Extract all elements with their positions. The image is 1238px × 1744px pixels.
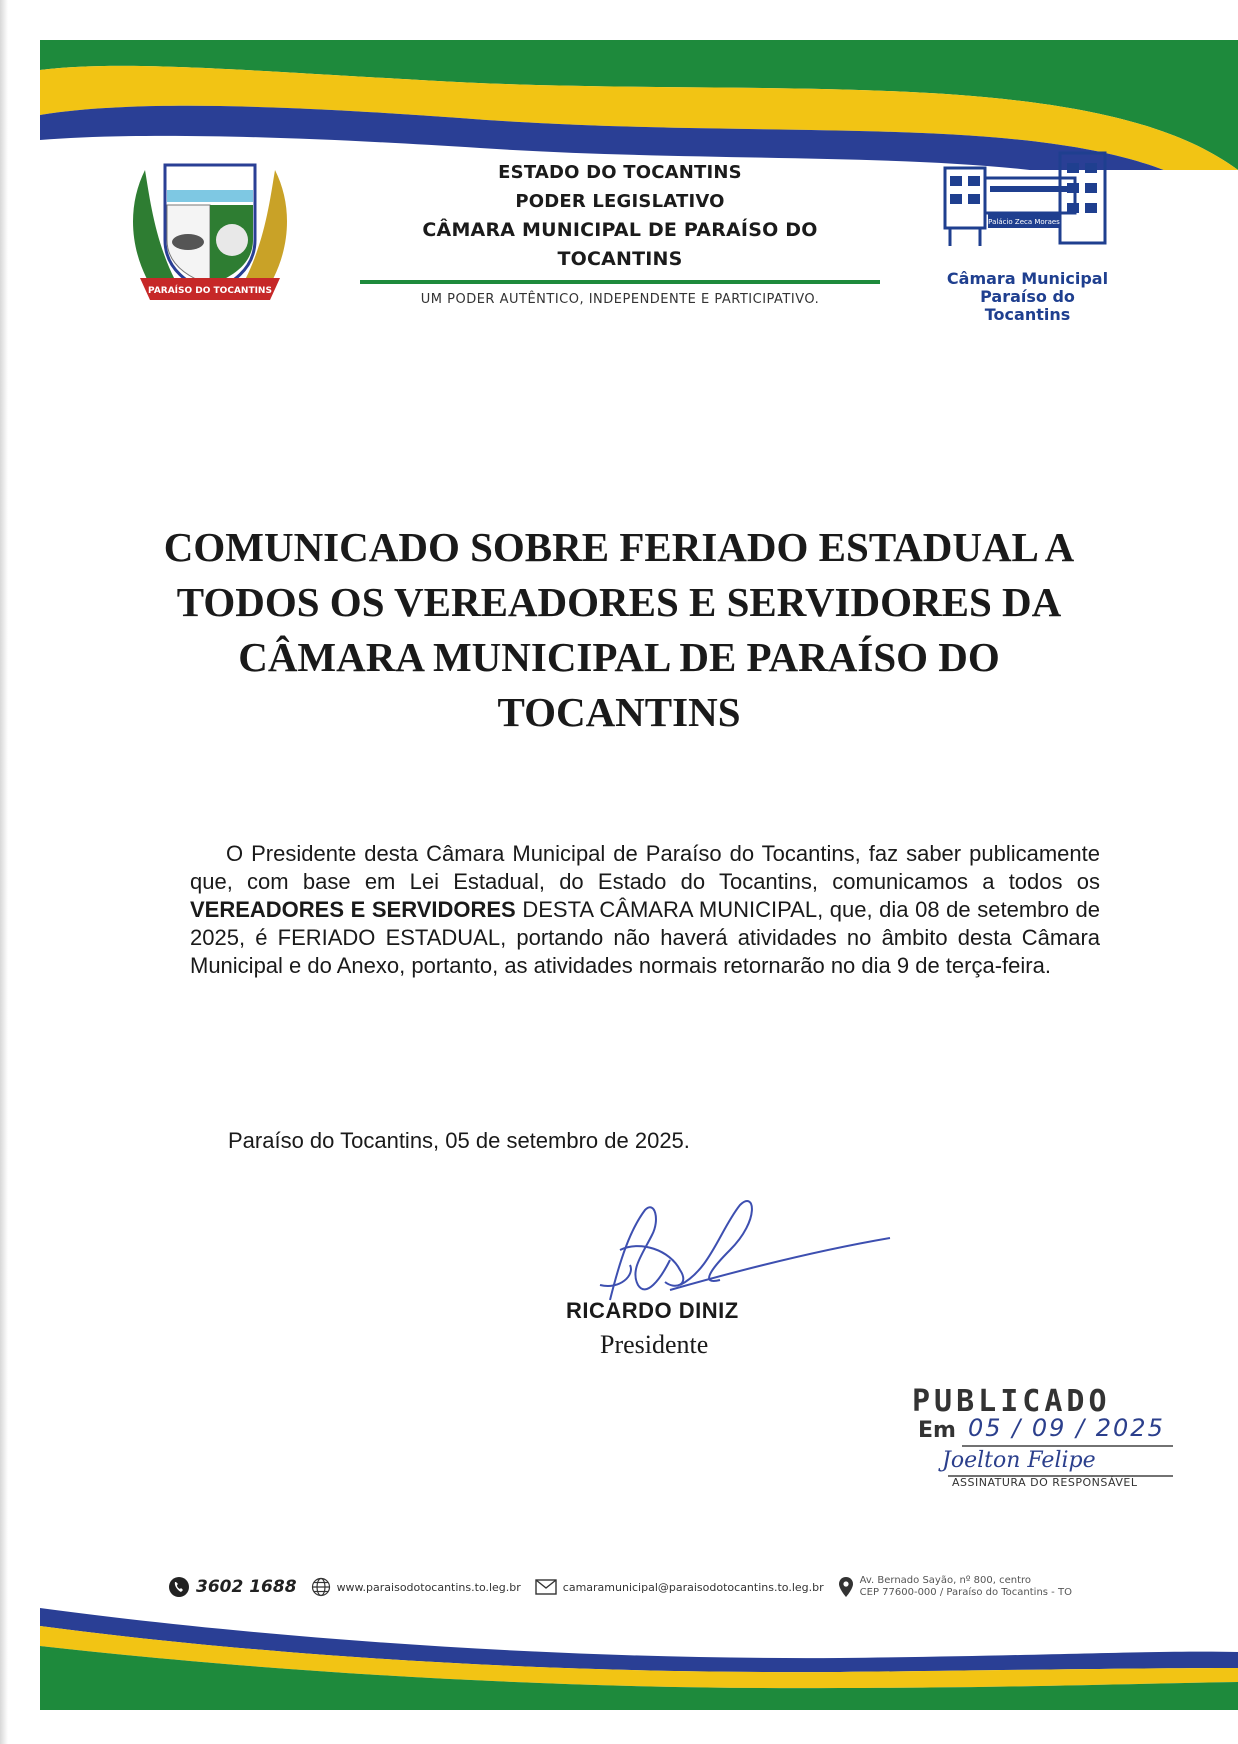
- body-part1: O Presidente desta Câmara Municipal de Paraíso do Tocantins, faz saber publicamente que, com base em Lei Estadual, do Estado do Tocantins, comunicamos a todos os: [190, 841, 1100, 894]
- stamp-signature: Joelton Felipe: [942, 1448, 1096, 1473]
- footer-address-line2: CEP 77600-000 / Paraíso do Tocantins - TO: [859, 1587, 1072, 1598]
- header-branch: PODER LEGISLATIVO: [515, 191, 725, 212]
- header-motto: UM PODER AUTÊNTICO, INDEPENDENTE E PARTICIPATIVO.: [420, 292, 820, 307]
- building-plaque: Palácio Zeca Moraes: [988, 218, 1060, 226]
- stamp-em-label: Em: [918, 1418, 956, 1443]
- coat-banner-text: PARAÍSO DO TOCANTINS: [148, 286, 272, 296]
- page-edge-shadow: [0, 0, 8, 1744]
- footer-address-line1: Av. Bernado Sayão, nº 800, centro: [859, 1575, 1032, 1586]
- place-and-date: Paraíso do Tocantins, 05 de setembro de 2025.: [228, 1128, 690, 1153]
- body-part2: DESTA CÂMARA MUNICIPAL, que, dia 08 de setembro de 2025, é FERIADO ESTADUAL, portando não haverá atividades no âmbito desta Câmara Municipal e do Anexo, portanto, as atividades normais retornarão no dia 9 de terça-feira.: [190, 897, 1100, 978]
- body-paragraph: [190, 840, 1100, 980]
- signer-role: Presidente: [600, 1330, 709, 1359]
- building-caption-line2: Paraíso do Tocantins: [980, 287, 1075, 324]
- footer-website-url[interactable]: www.paraisodotocantins.to.leg.br: [336, 1580, 521, 1594]
- stamp-caption: ASSINATURA DO RESPONSÁVEL: [952, 1476, 1138, 1489]
- building-caption-line1: Câmara Municipal: [946, 269, 1109, 288]
- coat-of-arms-emblem: [120, 150, 300, 310]
- body-bold-recipients: VEREADORES E SERVIDORES: [190, 897, 516, 922]
- header-divider: [360, 280, 880, 284]
- letterhead-text: [360, 158, 880, 307]
- stamp-title: PUBLICADO: [912, 1384, 1111, 1419]
- document-title: COMUNICADO SOBRE FERIADO ESTADUAL A TODOS OS VEREADORES E SERVIDORES DA CÂMARA MUNICIPAL DE PARAÍSO DO TOCANTINS: [163, 524, 1075, 735]
- stamp-date: 05 / 09 / 2025: [968, 1414, 1165, 1442]
- footer-email-address[interactable]: camaramunicipal@paraisodotocantins.to.leg.br: [562, 1580, 824, 1594]
- building-caption: [935, 270, 1120, 324]
- header-chamber: CÂMARA MUNICIPAL DE PARAÍSO DO TOCANTINS: [422, 219, 818, 270]
- published-stamp: [912, 1384, 1182, 1494]
- chamber-building-logo: [940, 148, 1115, 258]
- bottom-wave-band: [40, 1560, 1238, 1710]
- signer-name: RICARDO DINIZ: [566, 1298, 739, 1323]
- footer-phone-number: 3602 1688: [196, 1577, 297, 1597]
- header-state: ESTADO DO TOCANTINS: [498, 162, 742, 183]
